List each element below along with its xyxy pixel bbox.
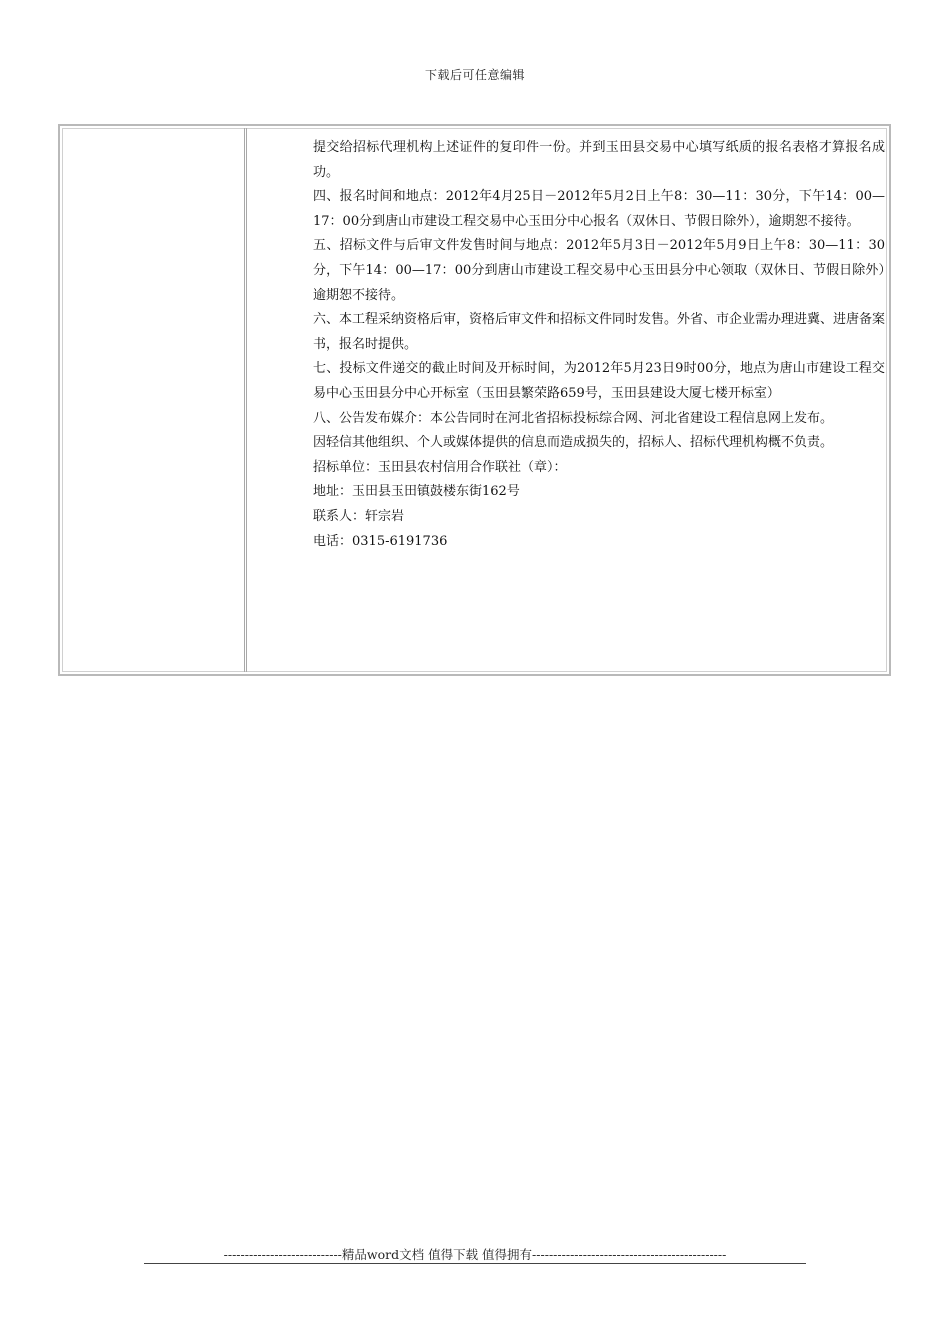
paragraph-document-sale: 五、招标文件与后审文件发售时间与地点：2012年5月3日－2012年5月9日上午8：30—11：30分，下午14：00—17：00分到唐山市建设工程交易中心玉田县分中心领取（双休日、节假日除外）逾期恕不接待。 xyxy=(313,238,885,303)
paragraph-registration-completion: 提交给招标代理机构上述证件的复印件一份。并到玉田县交易中心填写纸质的报名表格才算报名成功。 xyxy=(313,140,885,180)
notice-table xyxy=(58,124,891,676)
paragraph-disclaimer: 因轻信其他组织、个人或媒体提供的信息而造成损失的，招标人、招标代理机构概不负责。 xyxy=(313,435,834,451)
paragraph-bid-deadline: 七、投标文件递交的截止时间及开标时间，为2012年5月23日9时00分，地点为唐山市建设工程交易中心玉田县分中心开标室（玉田县繁荣路659号，玉田县建设大厦七楼开标室） xyxy=(313,361,885,401)
paragraph-address: 地址：玉田县玉田镇鼓楼东街162号 xyxy=(313,484,520,500)
footer-divider xyxy=(144,1263,806,1264)
paragraph-contact-person: 联系人：轩宗岩 xyxy=(313,508,405,524)
notice-content xyxy=(313,136,885,554)
paragraph-phone: 电话：0315-6191736 xyxy=(313,533,448,549)
page-footer: ----------------------------精品word文档 值得下载 值得拥有---------------------------------------------- xyxy=(223,1247,727,1262)
table-right-cell xyxy=(247,128,887,672)
page-header: 下载后可任意编辑 xyxy=(424,68,525,82)
paragraph-qualification-review: 六、本工程采纳资格后审，资格后审文件和招标文件同时发售。外省、市企业需办理进冀、进唐备案书，报名时提供。 xyxy=(313,312,886,352)
table-left-cell xyxy=(62,128,247,672)
paragraph-tendering-unit: 招标单位：玉田县农村信用合作联社（章）： xyxy=(313,459,567,475)
paragraph-publication-media: 八、公告发布媒介：本公告同时在河北省招标投标综合网、河北省建设工程信息网上发布。 xyxy=(313,410,834,426)
paragraph-registration-time-place: 四、报名时间和地点：2012年4月25日－2012年5月2日上午8：30—11：30分，下午14：00—17：00分到唐山市建设工程交易中心玉田分中心报名（双休日、节假日除外），逾期恕不接待。 xyxy=(313,189,885,229)
